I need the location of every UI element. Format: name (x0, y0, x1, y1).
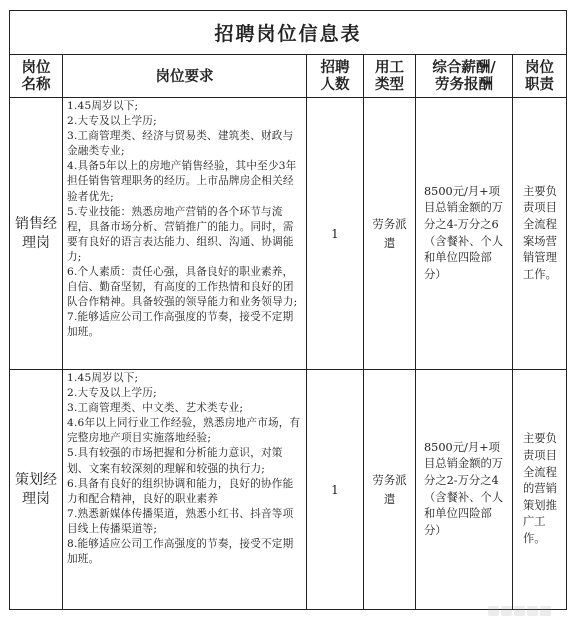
requirement-item: 5.专业技能：熟悉房地产营销的各个环节与流程，具备市场分析、营销推广的能力。同时，需要有良好的语言表达能力、组织、沟通、协调能力; (67, 205, 294, 263)
hiring-count: 1 (307, 370, 364, 610)
header-requirements: 岗位要求 (63, 55, 307, 98)
requirement-item: 1.45周岁以下; (67, 100, 139, 112)
hiring-count: 1 (307, 98, 364, 370)
requirement-item: 2.大专及以上学历; (67, 387, 157, 400)
duty: 主要负责项目全流程的营销策划推广工作。 (513, 370, 567, 610)
duty: 主要负责项目全流程案场营销管理工作。 (513, 98, 567, 370)
requirement-item: 3.工商管理类、中文类、艺术类专业; (67, 402, 244, 415)
position-requirements (63, 370, 307, 610)
requirement-item: 7.熟悉新媒体传播渠道，熟悉小红书、抖音等项目线上传播渠道等; (67, 507, 294, 535)
position-name: 策划经理岗 (10, 370, 63, 610)
employment-type: 劳务派遣 (364, 98, 416, 370)
recruitment-table (9, 10, 567, 610)
table-row (10, 98, 567, 370)
header-type: 用工 类型 (364, 55, 416, 98)
requirement-item: 2.大专及以上学历; (67, 115, 157, 128)
salary: 8500元/月+项目总销金额的万分之2-万分之4（含餐补、个人和单位四险部分） (416, 370, 513, 610)
header-row (10, 55, 567, 98)
requirement-item: 4.6年以上同行业工作经验，熟悉房地产市场，有完整房地产项目实施落地经验; (67, 417, 301, 445)
header-salary: 综合薪酬/ 劳务报酬 (416, 55, 513, 98)
header-name: 岗位 名称 (10, 55, 63, 98)
position-requirements (63, 98, 307, 370)
table-row (10, 370, 567, 610)
position-name: 销售经理岗 (10, 98, 63, 370)
salary: 8500元/月+项目总销金额的万分之4-万分之6（含餐补、个人和单位四险部分） (416, 98, 513, 370)
requirement-item: 4.具备5年以上的房地产销售经验，其中至少3年担任销售管理职务的经历。上市品牌房企相关经验者优先; (67, 160, 297, 203)
requirement-item: 8.能够适应公司工作高强度的节奏，接受不定期加班。 (67, 538, 294, 566)
employment-type: 劳务派遣 (364, 370, 416, 610)
recruitment-sheet (9, 10, 566, 610)
requirement-item: 3.工商管理类、经济与贸易类、建筑类、财政与金融类专业; (67, 130, 294, 158)
table-title: 招聘岗位信息表 (10, 11, 567, 55)
requirement-item: 1.45周岁以下; (67, 372, 139, 384)
blurred-watermark (488, 601, 566, 613)
header-duty: 岗位 职责 (513, 55, 567, 98)
requirement-item: 5.具有较强的市场把握和分析能力意识，对策划、文案有较深刻的理解和较强的执行力; (67, 447, 283, 475)
requirement-item: 7.能够适应公司工作高强度的节奏，接受不定期加班。 (67, 311, 294, 339)
header-count: 招聘 人数 (307, 55, 364, 98)
requirement-item: 6.具备有良好的组织协调和能力，良好的协作能力和配合精神，良好的职业素养 (67, 477, 294, 505)
requirement-item: 6.个人素质：责任心强，具备良好的职业素养，自信、勤奋坚韧，有高度的工作热情和良好的团队合作精神。具备较强的领导能力和业务领导力; (67, 266, 298, 309)
